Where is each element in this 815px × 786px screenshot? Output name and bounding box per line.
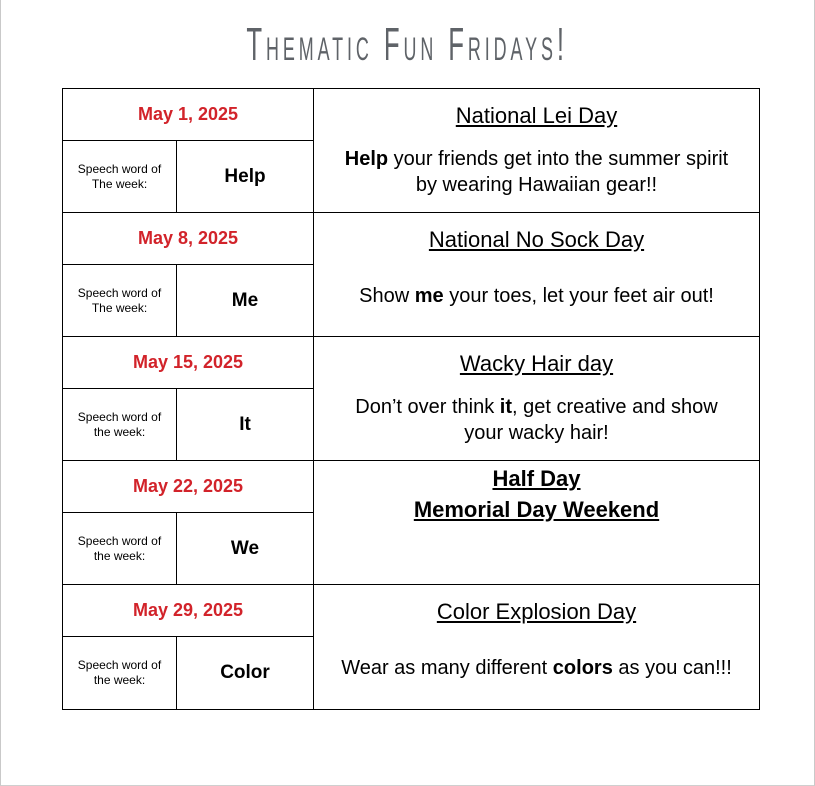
table-row-may-15 <box>63 337 759 461</box>
event-cell <box>314 461 759 584</box>
speech-word-label-line2: the week: <box>93 424 146 439</box>
event-description-text: Show me your toes, let your feet air out! <box>359 284 714 307</box>
event-title-line1: National No Sock Day <box>428 226 645 252</box>
page-title-text: Thematic Fun Fridays! <box>246 18 569 70</box>
schedule-table <box>62 88 760 710</box>
speech-word-label-line2: the week: <box>93 548 146 563</box>
speech-word-label <box>63 389 177 460</box>
event-cell <box>314 89 759 212</box>
date-cell <box>63 337 314 389</box>
speech-word-label-line1: Speech word of <box>77 658 162 672</box>
event-title <box>332 337 741 387</box>
event-cell <box>314 213 759 336</box>
speech-word-value <box>177 141 314 212</box>
table-row-may-1 <box>63 89 759 213</box>
date-text: May 8, 2025 <box>137 228 239 248</box>
table-row-may-29 <box>63 585 759 709</box>
date-cell <box>63 461 314 513</box>
speech-word-text: We <box>230 537 260 559</box>
speech-word-label <box>63 141 177 212</box>
speech-word-label-line2: The week: <box>91 300 148 315</box>
event-description-text: Help your friends get into the summer spirit by wearing Hawaiian gear!! <box>344 147 729 196</box>
event-description-text: Wear as many different colors as you can!!! <box>341 657 732 679</box>
event-title <box>332 213 741 263</box>
event-description <box>332 525 741 584</box>
speech-word-text: Me <box>231 289 259 311</box>
event-description <box>332 139 741 212</box>
speech-word-value <box>177 513 314 584</box>
event-description-text: Don’t over think it, get creative and show your wacky hair! <box>355 395 718 444</box>
event-title-line1: Wacky Hair day <box>459 350 614 376</box>
event-title-line1: Color Explosion Day <box>436 598 637 624</box>
date-cell <box>63 213 314 265</box>
speech-word-label <box>63 637 177 709</box>
speech-word-label-line2: the week: <box>93 673 146 687</box>
event-title-line1: National Lei Day <box>455 102 618 128</box>
event-title <box>332 461 741 525</box>
event-title-line1: Half Day <box>492 466 581 491</box>
page-title <box>1 14 814 74</box>
event-cell <box>314 585 759 709</box>
date-cell <box>63 585 314 637</box>
speech-word-value <box>177 389 314 460</box>
speech-word-label-line1: Speech word of <box>77 533 162 548</box>
event-description <box>332 263 741 336</box>
speech-word-label <box>63 513 177 584</box>
speech-word-value <box>177 637 314 709</box>
date-cell <box>63 89 314 141</box>
table-row-may-22 <box>63 461 759 585</box>
speech-word-label <box>63 265 177 336</box>
speech-word-label-line1: Speech word of <box>77 409 162 424</box>
speech-word-text: It <box>239 413 251 435</box>
event-title <box>332 89 741 139</box>
event-cell <box>314 337 759 460</box>
event-title <box>332 585 741 635</box>
date-text: May 22, 2025 <box>132 476 244 496</box>
table-row-may-8 <box>63 213 759 337</box>
speech-word-label-line1: Speech word of <box>77 161 162 176</box>
speech-word-label-line1: Speech word of <box>77 285 162 300</box>
event-description <box>332 635 741 709</box>
event-description <box>332 387 741 460</box>
event-title-line2: Memorial Day Weekend <box>413 497 660 522</box>
speech-word-value <box>177 265 314 336</box>
date-text: May 1, 2025 <box>137 104 239 124</box>
date-text: May 15, 2025 <box>132 352 244 372</box>
date-text: May 29, 2025 <box>132 600 244 620</box>
speech-word-label-line2: The week: <box>91 176 148 191</box>
speech-word-text: Color <box>220 662 270 683</box>
speech-word-text: Help <box>224 165 266 187</box>
